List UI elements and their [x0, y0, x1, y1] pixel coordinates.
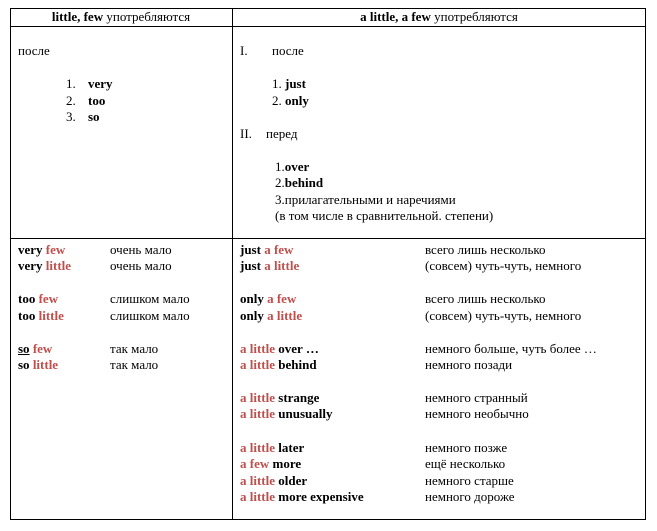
phrase-part: just: [240, 242, 265, 257]
phrase-part: little: [45, 258, 72, 273]
list-number: 3.: [275, 192, 285, 207]
phrase-part: very: [18, 242, 46, 257]
phrase-part: so: [18, 341, 30, 356]
phrase-part: so: [18, 357, 33, 372]
phrase-part: few: [29, 341, 53, 356]
header-divider: [10, 26, 646, 27]
list-number: 3.: [66, 109, 76, 124]
example-phrase: [240, 308, 302, 324]
phrase-part: a little: [240, 406, 276, 421]
table-right-border: [645, 8, 646, 520]
list-item: [275, 175, 323, 191]
list-item: [66, 109, 100, 125]
example-translation: всего лишь несколько: [425, 242, 546, 257]
example-phrase: [240, 357, 317, 373]
phrase-part: later: [275, 440, 305, 455]
example-phrase: [240, 242, 293, 258]
header-right: [233, 9, 645, 25]
phrase-part: older: [275, 473, 308, 488]
list-number: 1.: [272, 76, 282, 91]
section2-number: II.: [240, 126, 252, 141]
list-item: [66, 76, 113, 92]
example-translation: слишком мало: [110, 308, 190, 323]
row-divider: [10, 238, 646, 239]
section1-number: I.: [240, 43, 248, 58]
list-number: 1.: [66, 76, 76, 91]
phrase-part: only: [240, 308, 268, 323]
list-number: 2.: [275, 175, 285, 190]
list-word: behind: [284, 175, 324, 190]
section2-label: перед: [266, 126, 298, 141]
list-word: very: [88, 76, 113, 91]
example-translation: очень мало: [110, 242, 172, 257]
phrase-part: only: [240, 291, 268, 306]
phrase-part: little: [32, 357, 59, 372]
example-phrase: [18, 291, 58, 307]
example-phrase: [240, 390, 319, 406]
phrase-part: few: [45, 242, 66, 257]
phrase-part: a little: [240, 440, 276, 455]
list-number: 2.: [272, 93, 282, 108]
example-translation: немного необычно: [425, 406, 529, 421]
phrase-part: a little: [240, 489, 276, 504]
column-divider: [232, 8, 233, 520]
phrase-part: too: [18, 291, 39, 306]
example-translation: немного странный: [425, 390, 528, 405]
phrase-part: more: [269, 456, 302, 471]
example-translation: очень мало: [110, 258, 172, 273]
example-phrase: [240, 406, 332, 422]
phrase-part: a few: [267, 291, 297, 306]
example-translation: так мало: [110, 357, 159, 372]
phrase-part: a few: [240, 456, 270, 471]
example-phrase: [240, 489, 364, 505]
phrase-part: a little: [240, 341, 276, 356]
phrase-part: more expensive: [275, 489, 364, 504]
phrase-part: a little: [240, 390, 276, 405]
example-phrase: [240, 456, 301, 472]
list-word: too: [88, 93, 106, 108]
example-phrase: [240, 258, 299, 274]
after-label: после: [18, 43, 50, 58]
phrase-part: just: [240, 258, 265, 273]
header-right-bold: a little, a few: [360, 9, 431, 24]
example-phrase: [18, 341, 52, 357]
list-number: 2.: [66, 93, 76, 108]
phrase-part: unusually: [275, 406, 333, 421]
example-phrase: [240, 473, 307, 489]
list-word: so: [88, 109, 100, 124]
list-word: just: [285, 76, 306, 91]
list-word: прилагательными и наречиями: [284, 192, 456, 207]
list-item: [272, 76, 306, 92]
example-translation: так мало: [110, 341, 159, 356]
list-word: over: [284, 159, 310, 174]
phrase-part: over …: [275, 341, 319, 356]
phrase-part: a little: [267, 308, 303, 323]
table-bottom-border: [10, 519, 646, 520]
example-translation: (совсем) чуть-чуть, немного: [425, 308, 582, 323]
example-phrase: [18, 357, 58, 373]
list-number: 1.: [275, 159, 285, 174]
example-translation: немного больше, чуть более …: [425, 341, 597, 356]
phrase-part: a little: [240, 473, 276, 488]
phrase-part: very: [18, 258, 46, 273]
phrase-part: a little: [240, 357, 276, 372]
phrase-part: a little: [264, 258, 300, 273]
example-phrase: [240, 291, 296, 307]
example-phrase: [240, 341, 319, 357]
list-item: [66, 93, 106, 109]
phrase-part: behind: [275, 357, 317, 372]
phrase-part: strange: [275, 390, 320, 405]
example-translation: немного позади: [425, 357, 513, 372]
example-translation: слишком мало: [110, 291, 190, 306]
header-left: [10, 9, 232, 25]
example-phrase: [240, 440, 304, 456]
list-item: [275, 159, 309, 175]
phrase-part: few: [38, 291, 59, 306]
header-right-rest: употребляются: [430, 9, 518, 24]
example-phrase: [18, 308, 64, 324]
list-item: [272, 93, 309, 109]
section1-label: после: [272, 43, 304, 58]
section2-note: (в том числе в сравнительной. степени): [275, 208, 494, 223]
phrase-part: little: [38, 308, 64, 323]
example-translation: ещё несколько: [425, 456, 506, 471]
example-translation: всего лишь несколько: [425, 291, 546, 306]
phrase-part: a few: [264, 242, 294, 257]
example-translation: немного позже: [425, 440, 508, 455]
example-translation: немного старше: [425, 473, 514, 488]
list-item: [275, 192, 456, 208]
example-phrase: [18, 258, 71, 274]
header-left-bold: little, few: [51, 9, 104, 24]
list-word: only: [285, 93, 309, 108]
header-left-rest: употребляются: [103, 9, 191, 24]
phrase-part: too: [18, 308, 39, 323]
example-phrase: [18, 242, 65, 258]
example-translation: немного дороже: [425, 489, 515, 504]
example-translation: (совсем) чуть-чуть, немного: [425, 258, 582, 273]
